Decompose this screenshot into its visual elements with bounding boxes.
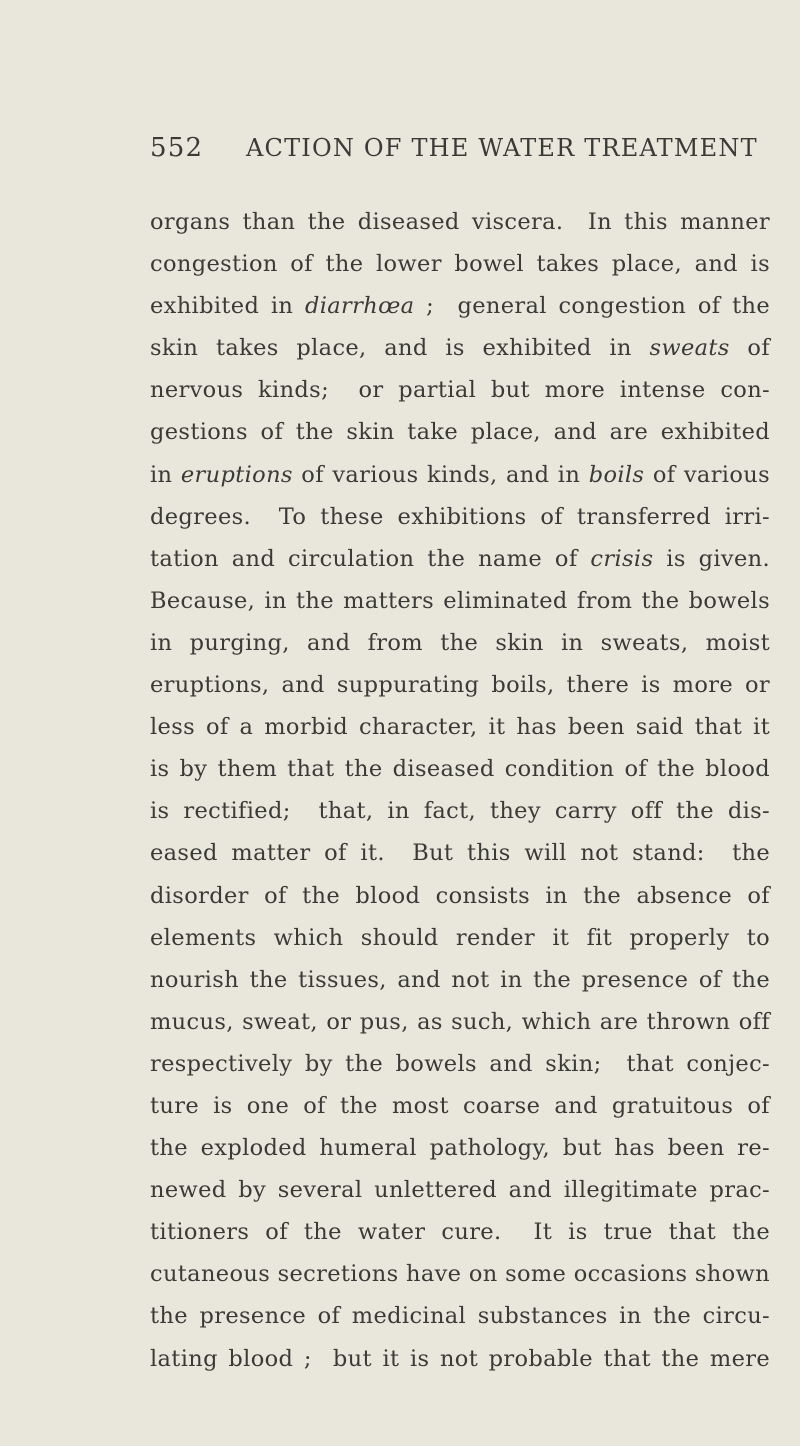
text-line xyxy=(150,622,770,664)
text-line xyxy=(150,706,770,748)
text-segment: less of a morbid character, it has been said that it xyxy=(150,714,770,741)
text-line xyxy=(150,454,770,496)
text-segment: mucus, sweat, or pus, as such, which are thrown off xyxy=(150,1008,770,1035)
text-segment: in xyxy=(150,461,181,488)
text-line xyxy=(150,1338,770,1380)
text-line xyxy=(150,201,770,243)
text-segment: eased matter of it. But this will not stand: the xyxy=(150,840,770,867)
italic-text: boils xyxy=(588,461,645,488)
text-line xyxy=(150,917,770,959)
text-segment: nourish the tissues, and not in the presence of the xyxy=(150,966,770,993)
text-segment: of xyxy=(729,335,770,362)
text-line xyxy=(150,369,770,411)
text-segment: tation and circulation the name of xyxy=(150,545,591,572)
page-number: 552 xyxy=(150,133,204,163)
text-line xyxy=(150,1085,770,1127)
text-segment: congestion of the lower bowel takes place, and is xyxy=(150,251,770,278)
text-segment: is by them that the diseased condition of the blood xyxy=(150,756,770,783)
text-line xyxy=(150,1295,770,1337)
text-segment: Because, in the matters eliminated from the bowels xyxy=(150,587,770,614)
running-title: ACTION OF THE WATER TREATMENT xyxy=(246,134,758,162)
italic-text: diarrhœa xyxy=(304,293,415,320)
text-segment: ture is one of the most coarse and gratuitous of xyxy=(150,1092,770,1119)
text-line xyxy=(150,327,770,369)
text-segment: exhibited in xyxy=(150,293,305,320)
italic-text: eruptions xyxy=(180,461,293,488)
text-segment: nervous kinds; or partial but more intense con- xyxy=(150,377,770,404)
text-line xyxy=(150,538,770,580)
running-head xyxy=(150,133,770,163)
text-segment: skin takes place, and is exhibited in xyxy=(150,335,650,362)
text-line xyxy=(150,832,770,874)
text-segment: titioners of the water cure. It is true that the xyxy=(150,1219,770,1246)
text-segment: respectively by the bowels and skin; that conjec- xyxy=(150,1050,770,1077)
text-line xyxy=(150,496,770,538)
text-line xyxy=(150,411,770,453)
text-line xyxy=(150,790,770,832)
text-segment: organs than the diseased viscera. In this manner xyxy=(150,209,770,235)
text-line xyxy=(150,1169,770,1211)
text-line xyxy=(150,285,770,327)
text-segment: elements which should render it fit properly to xyxy=(150,924,770,951)
body-text xyxy=(150,201,770,1380)
text-line xyxy=(150,1253,770,1295)
text-segment: is rectified; that, in fact, they carry off the dis- xyxy=(150,798,770,825)
text-segment: the exploded humeral pathology, but has been re- xyxy=(150,1135,770,1162)
text-line xyxy=(150,748,770,790)
text-segment: in purging, and from the skin in sweats, moist xyxy=(150,629,770,656)
text-segment: is given. xyxy=(653,545,770,572)
text-segment: of various kinds, and in xyxy=(292,461,589,488)
text-segment: of various xyxy=(644,461,770,488)
text-line xyxy=(150,1043,770,1085)
text-segment: newed by several unlettered and illegitimate prac- xyxy=(150,1177,770,1204)
text-line xyxy=(150,875,770,917)
italic-text: sweats xyxy=(649,335,730,362)
text-segment: lating blood ; but it is not probable that the mere xyxy=(150,1345,770,1372)
text-segment: the presence of medicinal substances in the circu- xyxy=(150,1303,770,1330)
text-segment: gestions of the skin take place, and are exhibited xyxy=(150,419,770,446)
italic-text: crisis xyxy=(590,545,654,572)
text-line xyxy=(150,1127,770,1169)
text-segment: eruptions, and suppurating boils, there is more or xyxy=(150,672,770,699)
text-segment: disorder of the blood consists in the absence of xyxy=(150,882,770,909)
text-segment: ; general congestion of the xyxy=(414,293,771,320)
text-line xyxy=(150,1001,770,1043)
text-line xyxy=(150,664,770,706)
text-segment: degrees. To these exhibitions of transferred irri- xyxy=(150,503,770,530)
text-line xyxy=(150,1211,770,1253)
text-line xyxy=(150,959,770,1001)
text-segment: cutaneous secretions have on some occasions shown xyxy=(150,1261,770,1288)
text-line xyxy=(150,243,770,285)
text-line xyxy=(150,580,770,622)
